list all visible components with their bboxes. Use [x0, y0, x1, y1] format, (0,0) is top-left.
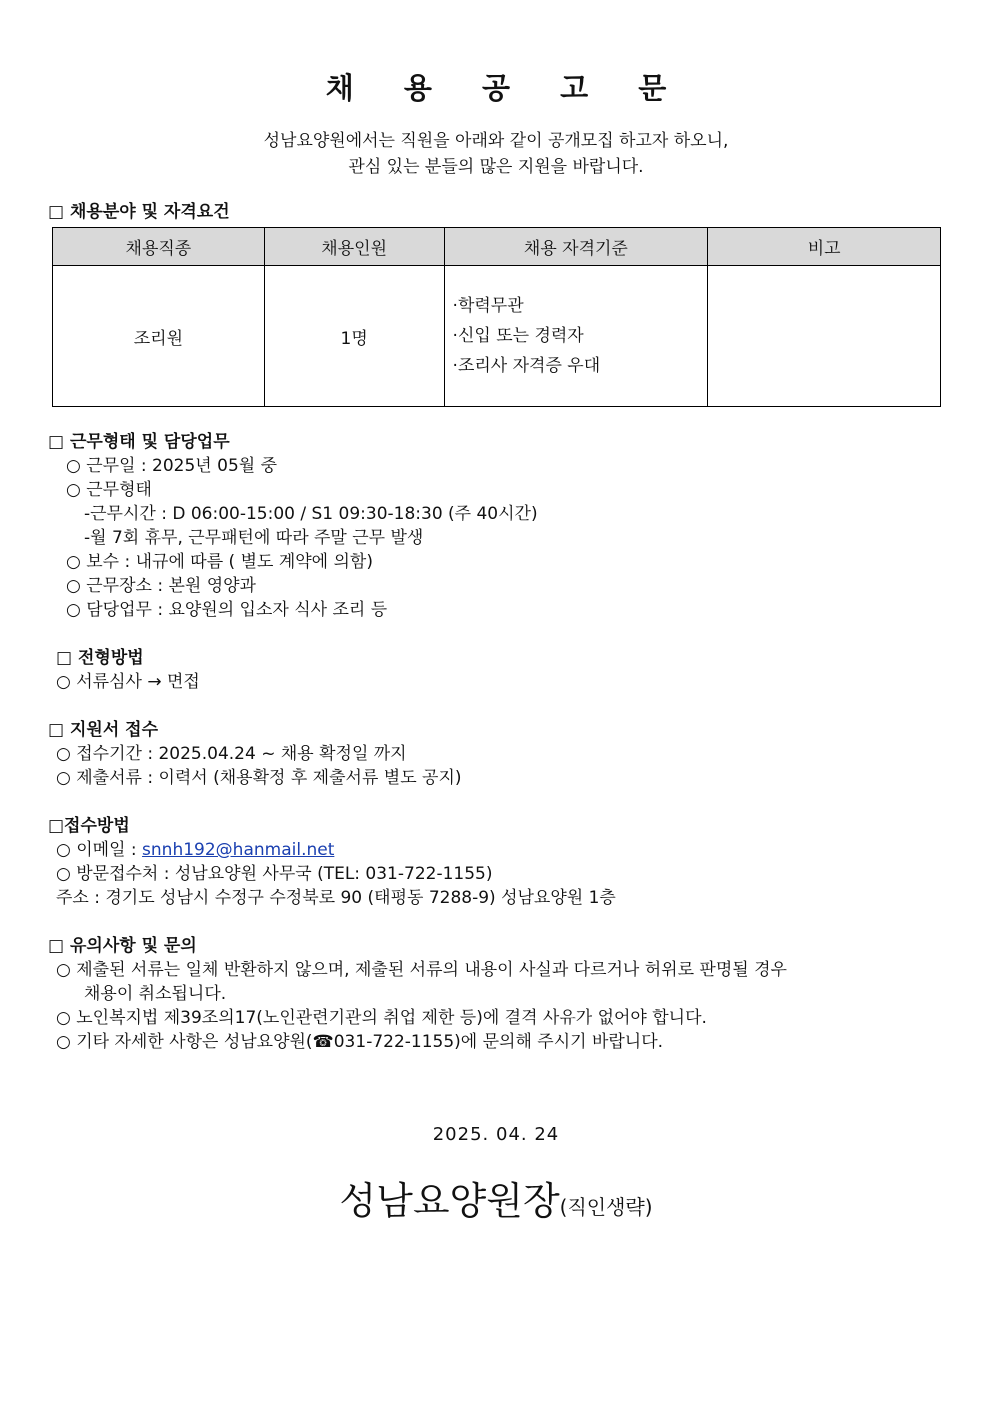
section-work-title: □ 근무형태 및 담당업무 [48, 432, 230, 452]
notes-line: ○ 노인복지법 제39조의17(노인관련기관의 취업 제한 등)에 결격 사유가 없어야 합니다. [56, 1008, 707, 1028]
email-link[interactable]: snnh192@hanmail.net [142, 840, 335, 860]
work-line: ○ 담당업무 : 요양원의 입소자 식사 조리 등 [66, 600, 388, 620]
criteria-item: ·학력무관 [452, 296, 524, 316]
header-job: 채용직종 [53, 228, 265, 266]
signer-name: 성남요양원장 [339, 1179, 560, 1223]
selection-line: ○ 서류심사 → 면접 [56, 672, 200, 692]
section-selection-title: □ 전형방법 [56, 648, 144, 668]
intro-text [0, 128, 992, 180]
work-line: -월 7회 휴무, 근무패턴에 따라 주말 근무 발생 [84, 528, 424, 548]
work-line: ○ 근무형태 [66, 480, 152, 500]
application-line: ○ 접수기간 : 2025.04.24 ~ 채용 확정일 까지 [56, 744, 407, 764]
header-criteria: 채용 자격기준 [444, 228, 708, 266]
section-application-title: □ 지원서 접수 [48, 720, 159, 740]
requirements-table [52, 227, 941, 407]
work-line: -근무시간 : D 06:00-15:00 / S1 09:30-18:30 (주 40시간) [84, 504, 538, 524]
table-row [53, 266, 941, 407]
criteria-item: ·조리사 자격증 우대 [452, 356, 601, 376]
intro-line-1: 성남요양원에서는 직원을 아래와 같이 공개모집 하고자 하오니, [263, 131, 729, 151]
cell-criteria [444, 266, 708, 407]
section-recruitment-title: □ 채용분야 및 자격요건 [48, 202, 230, 222]
header-count: 채용인원 [264, 228, 444, 266]
section-notes-title: □ 유의사항 및 문의 [48, 936, 197, 956]
intro-line-2: 관심 있는 분들의 많은 지원을 바랍니다. [348, 157, 644, 177]
work-line: ○ 근무장소 : 본원 영양과 [66, 576, 256, 596]
work-line: ○ 보수 : 내규에 따름 ( 별도 계약에 의함) [66, 552, 373, 572]
table-header-row [53, 228, 941, 266]
work-line: ○ 근무일 : 2025년 05월 중 [66, 456, 278, 476]
cell-count: 1명 [264, 266, 444, 407]
application-line: ○ 제출서류 : 이력서 (채용확정 후 제출서류 별도 공지) [56, 768, 462, 788]
visit-line: ○ 방문접수처 : 성남요양원 사무국 (TEL: 031-722-1155) [56, 864, 493, 884]
document-title: 채 용 공 고 문 [325, 71, 687, 105]
cell-note [708, 266, 941, 407]
criteria-item: ·신입 또는 경력자 [452, 326, 584, 346]
header-note: 비고 [708, 228, 941, 266]
section-method-title: □접수방법 [48, 816, 130, 836]
signer-note: (직인생략) [559, 1195, 653, 1219]
email-line [56, 835, 334, 860]
notes-line: ○ 기타 자세한 사항은 성남요양원(☎031-722-1155)에 문의해 주시기 바랍니다. [56, 1032, 664, 1052]
announcement-date: 2025. 04. 24 [432, 1124, 560, 1145]
notes-line: ○ 제출된 서류는 일체 반환하지 않으며, 제출된 서류의 내용이 사실과 다르거나 허위로 판명될 경우 [56, 960, 787, 980]
notes-line: 채용이 취소됩니다. [84, 984, 227, 1004]
address-line: 주소 : 경기도 성남시 수정구 수정북로 90 (태평동 7288-9) 성남요양원 1층 [56, 888, 616, 908]
signer [0, 1170, 992, 1225]
email-label: ○ 이메일 : [56, 840, 143, 860]
cell-job: 조리원 [53, 266, 265, 407]
